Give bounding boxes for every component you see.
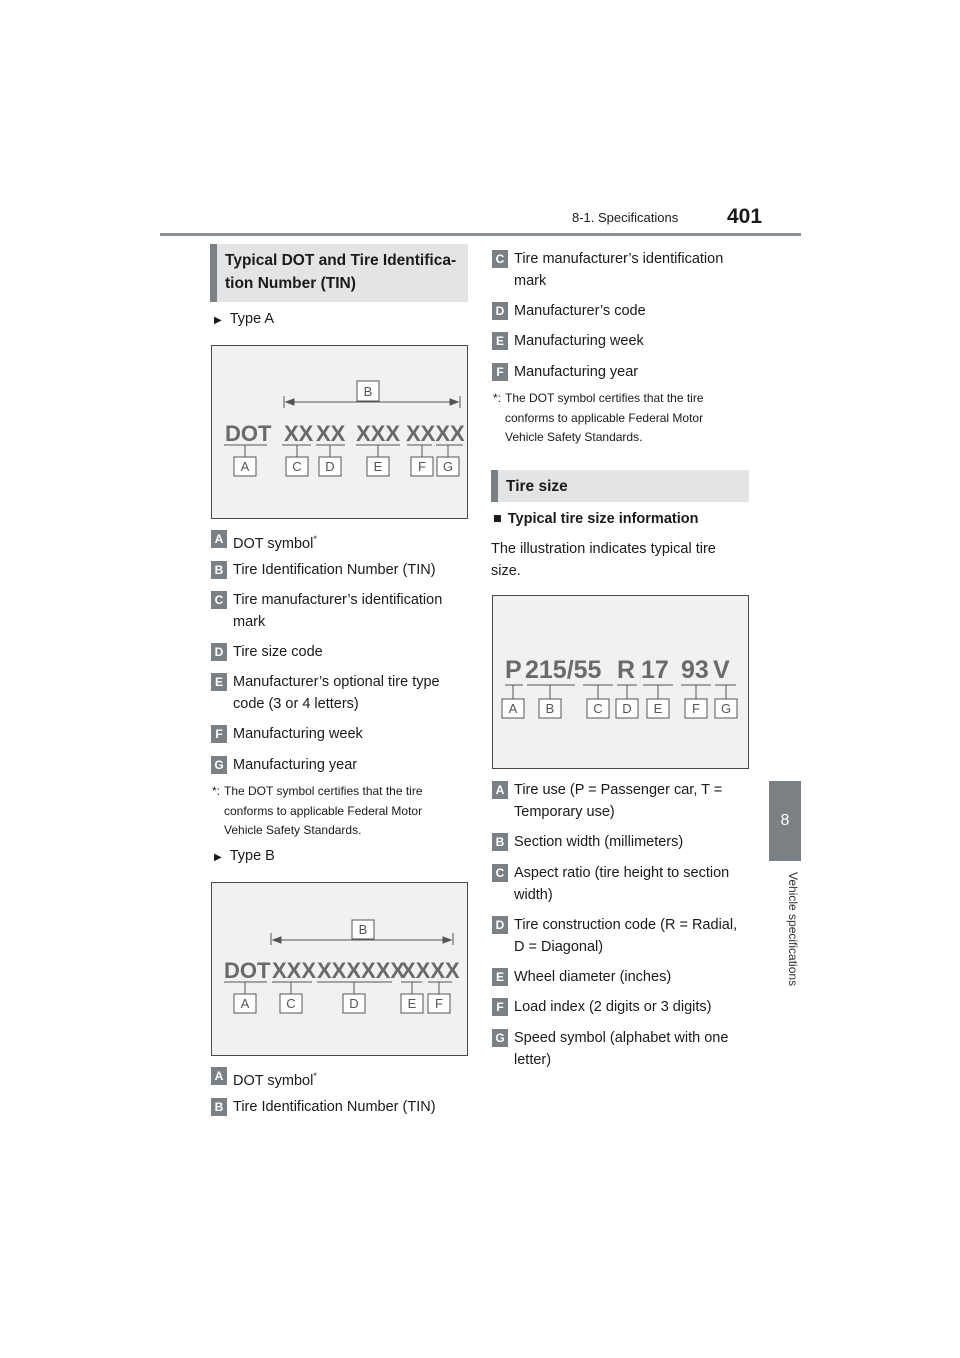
item-text: Tire Identification Number (TIN) bbox=[233, 1099, 436, 1115]
tire-size-subheading bbox=[493, 511, 698, 527]
callout-e: E bbox=[653, 701, 663, 716]
callout-b: B bbox=[363, 384, 373, 399]
item-text: Aspect ratio (tire height to section bbox=[514, 865, 730, 881]
type-a-label: Type A bbox=[229, 311, 275, 327]
subheading-text: Typical tire size information bbox=[507, 511, 699, 527]
triangle-icon: ▶ bbox=[214, 315, 222, 326]
letter-badge: A bbox=[211, 1067, 227, 1085]
callout-e: E bbox=[373, 459, 383, 474]
item-text: Manufacturing year bbox=[514, 364, 639, 380]
paragraph-line: The illustration indicates typical tire bbox=[491, 541, 716, 557]
tire-size-illustration bbox=[492, 595, 749, 769]
type-label: XXX bbox=[356, 421, 401, 446]
letter-badge: B bbox=[211, 561, 227, 579]
dot-type-a-illustration bbox=[211, 345, 468, 519]
letter-badge: G bbox=[211, 756, 227, 774]
letter-badge: G bbox=[492, 1029, 508, 1047]
callout-b: B bbox=[358, 922, 368, 937]
item-text: Tire use (P = Passenger car, T = bbox=[514, 782, 723, 798]
construction-label: R bbox=[617, 656, 636, 684]
letter-badge: F bbox=[492, 998, 508, 1016]
letter-badge: C bbox=[492, 250, 508, 268]
diameter-label: 17 bbox=[641, 656, 669, 684]
letter-badge: D bbox=[492, 916, 508, 934]
callout-c: C bbox=[593, 701, 603, 716]
tire-size-paragraph bbox=[491, 538, 751, 582]
letter-badge: C bbox=[211, 591, 227, 609]
item-text: Tire Identification Number (TIN) bbox=[233, 562, 436, 578]
footnote-line: Vehicle Safety Standards. bbox=[224, 823, 362, 837]
callout-b: B bbox=[545, 701, 555, 716]
item-text: Speed symbol (alphabet with one bbox=[514, 1030, 729, 1046]
item-text: width) bbox=[514, 887, 553, 903]
header-rule bbox=[160, 233, 801, 236]
item-text: Wheel diameter (inches) bbox=[514, 969, 672, 985]
item-text: D = Diagonal) bbox=[514, 939, 604, 955]
item-text: Temporary use) bbox=[514, 804, 615, 820]
chapter-tab[interactable]: 8 bbox=[769, 781, 801, 861]
width-ratio-label: 215/55 bbox=[525, 656, 602, 684]
triangle-icon: ▶ bbox=[214, 852, 222, 863]
item-text: mark bbox=[514, 273, 547, 289]
callout-d: D bbox=[325, 459, 335, 474]
footnote-mark: * bbox=[313, 534, 317, 544]
callout-e: E bbox=[407, 996, 417, 1011]
type-b-label: Type B bbox=[229, 848, 275, 864]
item-text: DOT symbol bbox=[233, 535, 314, 552]
item-text: Load index (2 digits or 3 digits) bbox=[514, 999, 712, 1015]
item-text: Manufacturing week bbox=[514, 333, 644, 349]
letter-badge: B bbox=[211, 1098, 227, 1116]
item-text: Tire manufacturer’s identification bbox=[233, 592, 443, 608]
footnote-line: conforms to applicable Federal Motor bbox=[505, 410, 704, 425]
item-text: Section width (millimeters) bbox=[514, 834, 684, 850]
footnote-mark: * bbox=[313, 1071, 317, 1081]
callout-d: D bbox=[622, 701, 632, 716]
callout-g: G bbox=[720, 701, 732, 716]
item-text: Tire manufacturer’s identification bbox=[514, 251, 724, 267]
footnote bbox=[493, 389, 753, 451]
mark-label: XX bbox=[284, 421, 314, 446]
page-number: 401 bbox=[727, 205, 763, 228]
item-text: Manufacturer’s code bbox=[514, 303, 646, 319]
letter-badge: B bbox=[492, 833, 508, 851]
type-b-heading bbox=[214, 848, 275, 864]
dot-tin-heading-line1: Typical DOT and Tire Identifica- bbox=[225, 252, 457, 269]
tire-use-label: P bbox=[505, 656, 522, 684]
letter-badge: A bbox=[211, 530, 227, 548]
letter-badge: E bbox=[492, 332, 508, 350]
callout-d: D bbox=[349, 996, 359, 1011]
item-text: DOT symbol bbox=[233, 1072, 314, 1089]
callout-f: F bbox=[692, 701, 700, 716]
letter-badge: D bbox=[211, 643, 227, 661]
tire-size-diagram bbox=[493, 596, 748, 768]
callout-a: A bbox=[240, 459, 250, 474]
speed-label: V bbox=[713, 656, 730, 684]
date-label: XXXX bbox=[401, 958, 460, 983]
footnote-line: conforms to applicable Federal Motor bbox=[224, 803, 423, 818]
item-text: Manufacturing year bbox=[233, 757, 358, 773]
section-title: 8-1. Specifications bbox=[572, 210, 679, 225]
footnote-mark: *: bbox=[493, 391, 502, 405]
callout-a: A bbox=[508, 701, 518, 716]
item-text: mark bbox=[233, 614, 266, 630]
letter-badge: D bbox=[492, 302, 508, 320]
chapter-label: Vehicle specifications bbox=[786, 872, 800, 987]
mark-label: XXX bbox=[272, 958, 317, 983]
footnote bbox=[212, 782, 472, 844]
letter-badge: C bbox=[492, 864, 508, 882]
date-label: XXXX bbox=[406, 421, 465, 446]
letter-badge: A bbox=[492, 781, 508, 799]
square-bullet-icon: ■ bbox=[493, 511, 502, 527]
callout-g: G bbox=[442, 459, 454, 474]
letter-badge: E bbox=[492, 968, 508, 986]
footnote-mark: *: bbox=[212, 784, 221, 798]
tire-size-heading: Tire size bbox=[491, 470, 749, 502]
dot-type-b-illustration bbox=[211, 882, 468, 1056]
dot-label: DOT bbox=[224, 958, 271, 983]
item-text: letter) bbox=[514, 1052, 552, 1068]
callout-f: F bbox=[418, 459, 426, 474]
letter-badge: F bbox=[492, 363, 508, 381]
item-text: code (3 or 4 letters) bbox=[233, 696, 359, 712]
footnote-line: Vehicle Safety Standards. bbox=[505, 430, 643, 444]
footnote-line: The DOT symbol certifies that the tire bbox=[224, 784, 423, 798]
dot-tin-heading bbox=[210, 244, 468, 302]
item-text: Manufacturing week bbox=[233, 726, 363, 742]
dot-tin-heading-line2: tion Number (TIN) bbox=[225, 275, 356, 292]
callout-c: C bbox=[286, 996, 296, 1011]
item-text: Tire construction code (R = Radial, bbox=[514, 917, 738, 933]
callout-f: F bbox=[435, 996, 443, 1011]
letter-badge: F bbox=[211, 725, 227, 743]
paragraph-line: size. bbox=[491, 563, 521, 579]
code-label: XXXXXX bbox=[317, 958, 406, 983]
item-text: Manufacturer’s optional tire type bbox=[233, 674, 440, 690]
dot-label: DOT bbox=[225, 421, 272, 446]
callout-a: A bbox=[240, 996, 250, 1011]
load-index-label: 93 bbox=[681, 656, 709, 684]
letter-badge: E bbox=[211, 673, 227, 691]
item-text: Tire size code bbox=[233, 644, 323, 660]
size-label: XX bbox=[316, 421, 346, 446]
dot-type-b-diagram bbox=[212, 883, 467, 1055]
footnote-line: The DOT symbol certifies that the tire bbox=[505, 391, 704, 405]
type-a-heading bbox=[214, 311, 274, 327]
callout-c: C bbox=[292, 459, 302, 474]
dot-type-a-diagram bbox=[212, 346, 467, 518]
